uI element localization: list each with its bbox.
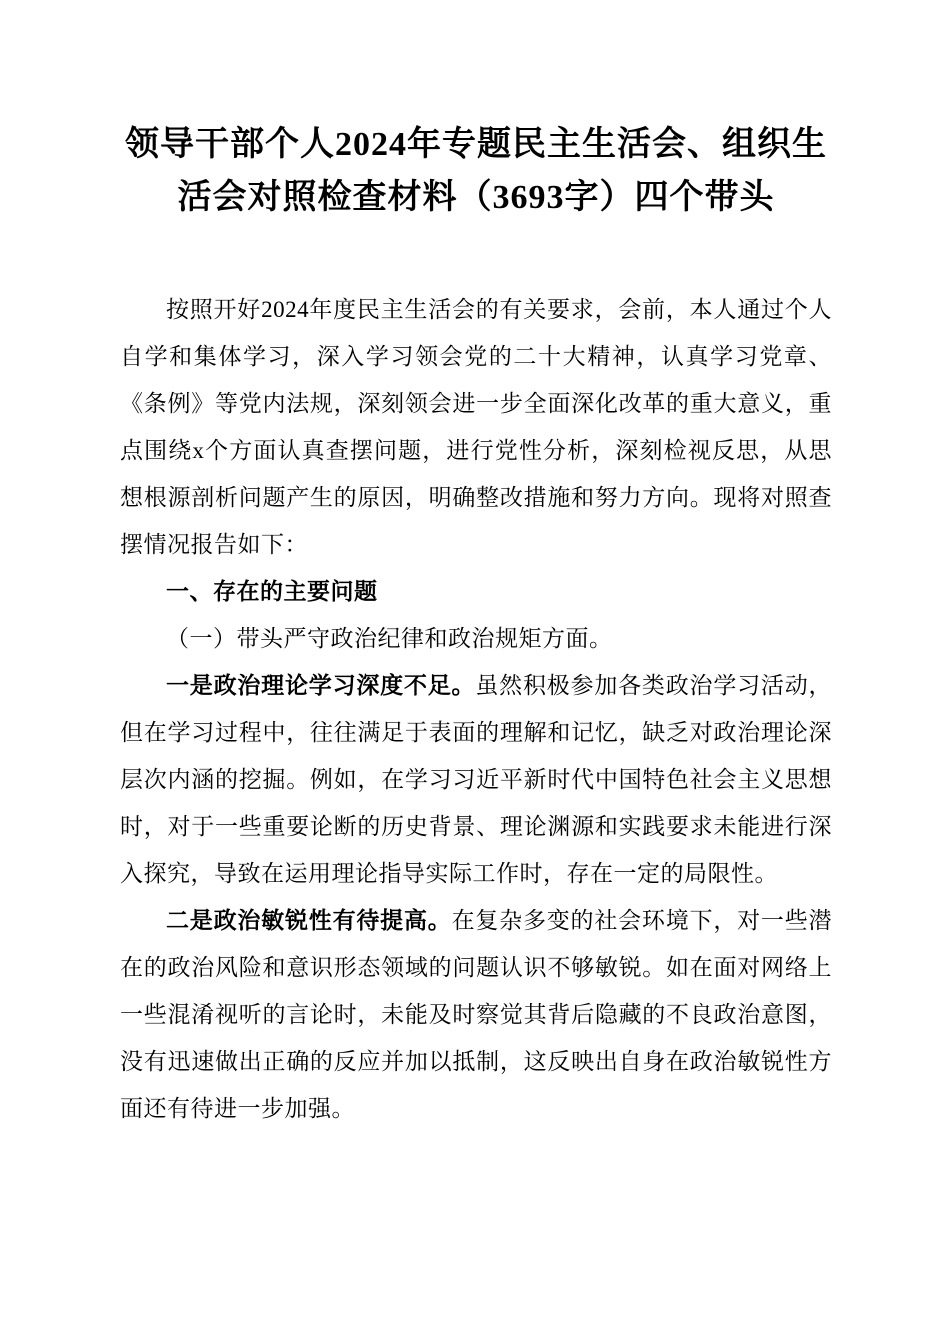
paragraph-point-two-lead: 二是政治敏锐性有待提高。 xyxy=(166,908,452,933)
paragraph-point-one-lead: 一是政治理论学习深度不足。 xyxy=(166,673,476,698)
paragraph-point-two-text: 在复杂多变的社会环境下，对一些潜在的政治风险和意识形态领域的问题认识不够敏锐。如在面对网络上一些混淆视听的言论时，未能及时察觉其背后隐藏的不良政治意图，没有迅速做出正确的反应并加以抵制，这反映出自身在政治敏锐性方面还有待进一步加强。 xyxy=(120,908,833,1121)
paragraph-point-one xyxy=(120,662,832,897)
paragraph-point-two xyxy=(120,897,832,1132)
intro-paragraph: 按照开好2024年度民主生活会的有关要求，会前，本人通过个人自学和集体学习，深入学习领会党的二十大精神，认真学习党章、《条例》等党内法规，深刻领会进一步全面深化改革的重大意义，重点围绕x个方面认真查摆问题，进行党性分析，深刻检视反思，从思想根源剖析问题产生的原因，明确整改措施和努力方向。现将对照查摆情况报告如下： xyxy=(120,297,832,557)
document-title: 领导干部个人2024年专题民主生活会、组织生活会对照检查材料（3693字）四个带头 xyxy=(125,126,827,216)
paragraph-point-one-text: 虽然积极参加各类政治学习活动，但在学习过程中，往往满足于表面的理解和记忆，缺乏对政治理论深层次内涵的挖掘。例如，在学习习近平新时代中国特色社会主义思想时，对于一些重要论断的历史背景、理论渊源和实践要求未能进行深入探究，导致在运用理论指导实际工作时，存在一定的局限性。 xyxy=(120,673,833,886)
subsection-heading-political-discipline: （一）带头严守政治纪律和政治规矩方面。 xyxy=(166,626,613,651)
section-heading-main-problems: 一、存在的主要问题 xyxy=(166,578,378,604)
